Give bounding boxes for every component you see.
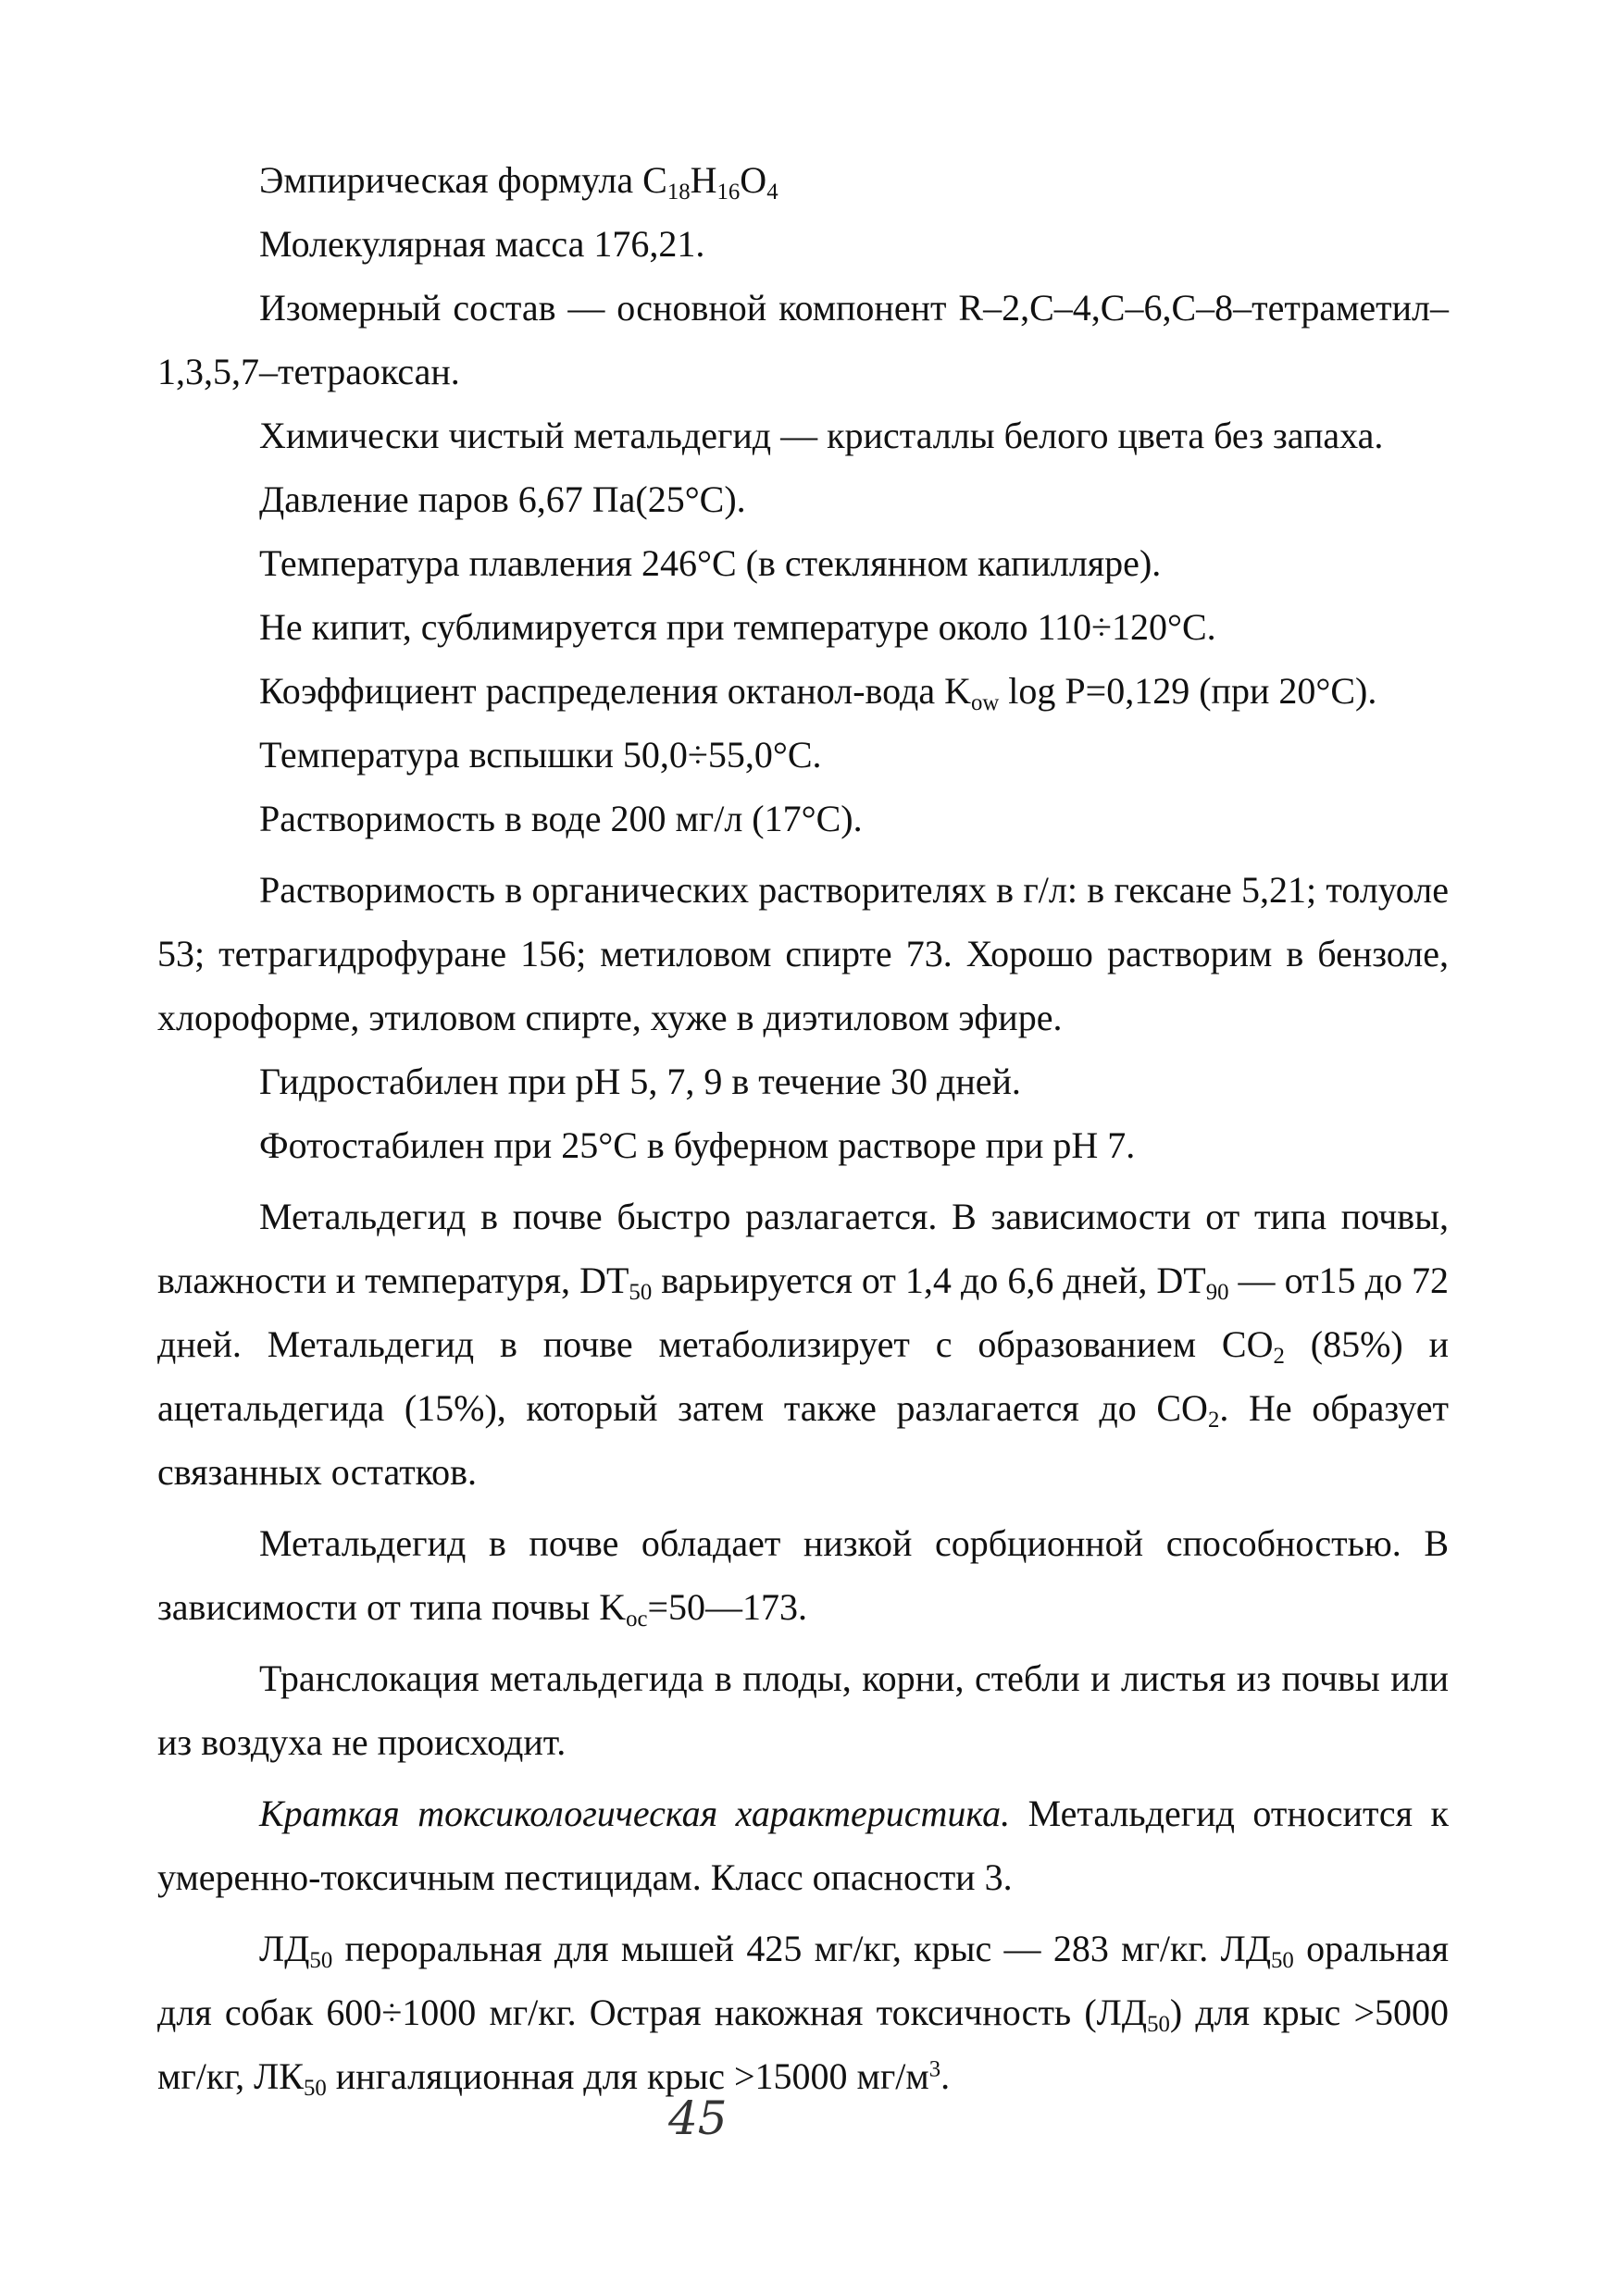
molecular-mass: Молекулярная масса 176,21.	[259, 223, 705, 265]
photostability: Фотостабилен при 25°С в буферном растворе при рН 7.	[259, 1124, 1136, 1166]
boiling-note: Не кипит, сублимируется при температуре около 110÷120°С.	[259, 606, 1216, 648]
document-body	[157, 148, 1449, 2108]
water-solubility: Растворимость в воде 200 мг/л (17°С).	[259, 798, 863, 839]
toxicology-summary: Краткая токсикологическая характеристика. Метальдегид относится к умеренно-токсичным пестицидам. Класс опасности 3.	[157, 1793, 1449, 1898]
flash-point: Температура вспышки 50,0÷55,0°С.	[259, 734, 822, 776]
isomer-composition: Изомерный состав — основной компонент R–2,C–4,C–6,C–8–тетраметил–1,3,5,7–тетраоксан.	[157, 287, 1449, 392]
toxicology-heading: Краткая токсикологическая характеристика.	[259, 1793, 1011, 1834]
empirical-formula: Эмпирическая формула $C_{18}H_{16}O_4$	[259, 159, 778, 205]
organic-solubility: Растворимость в органических растворителях в г/л: в гексане 5,21; толуоле 53; тетрагидрофуране 156; метиловом спирте 73. Хорошо растворим в бензоле, хлороформе, этиловом спирте, хуже в диэтиловом эфире.	[157, 869, 1449, 1038]
page-number: 45	[668, 2091, 728, 2145]
soil-sorption: Метальдегид в почве обладает низкой сорбционной способностью. В зависимости от типа почвы $K_{oc}=50—173$.	[157, 1522, 1449, 1632]
soil-degradation: Метальдегид в почве быстро разлагается. В зависимости от типа почвы, влажности и температуря, $DT_{50}$ варьируется от 1,4 до 6,6 дней, $DT_{90}$ — от15 до 72 дней. Метальдегид в почве метаболизирует с образованием $CO_2$ (85%) и ацетальдегида (15%), который затем также разлагается до $CO_2$. Не образует связанных остатков.	[157, 1196, 1450, 1493]
translocation: Транслокация метальдегида в плоды, корни, стебли и листья из почвы или из воздуха не происходит.	[157, 1657, 1449, 1763]
lethal-doses: $ЛД_{50}$ пероральная для мышей 425 мг/кг, крыс — 283 мг/кг. $ЛД_{50}$ оральная для собак 600÷1000 мг/кг. Острая накожная токсичность $(ЛД_{50})$ для крыс >5000 мг/кг, $ЛК_{50}$ ингаляционная для крыс >15000 $мг/м^3$.	[157, 1928, 1449, 2101]
pure-substance-description: Химически чистый метальдегид — кристаллы белого цвета без запаха.	[259, 415, 1384, 456]
partition-coefficient: Коэффициент распределения октанол-вода $K_{ow}$ log P=0,129 (при 20°С).	[259, 670, 1377, 715]
hydrolytic-stability: Гидростабилен при рН 5, 7, 9 в течение 30 дней.	[259, 1061, 1021, 1102]
vapor-pressure: Давление паров 6,67 Па(25°С).	[259, 478, 746, 520]
melting-point: Температура плавления 246°С (в стеклянном капилляре).	[259, 542, 1162, 584]
